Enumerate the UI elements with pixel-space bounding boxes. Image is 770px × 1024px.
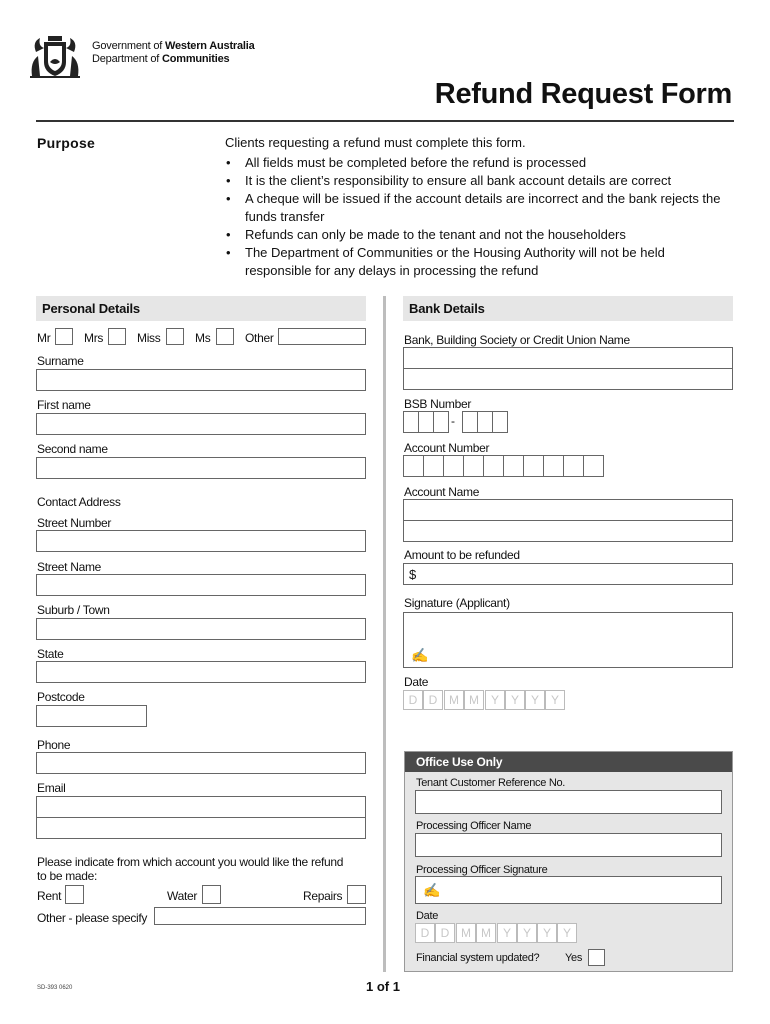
second-name-field[interactable] — [36, 457, 366, 479]
repairs-label: Repairs — [303, 889, 343, 903]
account-name-field-line-1[interactable] — [403, 499, 733, 521]
purpose-bullet: • A cheque will be issued if the account details are incorrect and the bank rejects the funds transfer — [225, 190, 725, 226]
form-code: SD-393 0620 — [37, 985, 73, 991]
postcode-field[interactable] — [36, 705, 147, 727]
phone-field[interactable] — [36, 752, 366, 774]
suburb-field[interactable] — [36, 618, 366, 640]
tenant-ref-label: Tenant Customer Reference No. — [416, 777, 566, 789]
date-cell[interactable]: Y — [505, 690, 525, 710]
other-specify-label: Other - please specify — [37, 911, 148, 925]
bsb-digit-6[interactable] — [492, 411, 508, 433]
signature-pen-icon: ✍ — [423, 882, 441, 898]
officer-signature-field[interactable] — [415, 876, 722, 904]
title-other-field[interactable] — [278, 328, 366, 345]
page-title: Refund Request Form — [434, 78, 732, 110]
date-cell[interactable]: M — [456, 923, 476, 943]
date-cell[interactable]: D — [415, 923, 435, 943]
purpose-bullet: • It is the client’s responsibility to ensure all bank account details are correct — [225, 172, 725, 190]
street-number-label: Street Number — [37, 516, 112, 530]
account-name-label: Account Name — [404, 485, 480, 499]
account-digit[interactable] — [543, 455, 564, 477]
surname-label: Surname — [37, 354, 84, 368]
email-label: Email — [37, 781, 66, 795]
date-cell[interactable]: D — [435, 923, 455, 943]
second-name-label: Second name — [37, 442, 108, 456]
page-number: 1 of 1 — [366, 979, 400, 994]
bank-name-field-line-1[interactable] — [403, 347, 733, 369]
surname-field[interactable] — [36, 369, 366, 391]
bsb-dash: - — [451, 414, 455, 428]
date-label: Date — [404, 675, 429, 689]
date-cell[interactable]: M — [464, 690, 484, 710]
officer-signature-label: Processing Officer Signature — [416, 864, 548, 876]
date-cell[interactable]: Y — [517, 923, 537, 943]
date-cell[interactable]: Y — [537, 923, 557, 943]
date-cell[interactable]: D — [403, 690, 423, 710]
bank-name-field-line-2[interactable] — [403, 368, 733, 390]
account-digit[interactable] — [443, 455, 464, 477]
title-rule — [36, 120, 734, 122]
purpose-bullets — [225, 154, 725, 280]
purpose-bullet: • All fields must be completed before the refund is processed — [225, 154, 725, 172]
date-cell[interactable]: D — [423, 690, 443, 710]
account-digit[interactable] — [583, 455, 604, 477]
repairs-checkbox[interactable] — [347, 885, 366, 904]
date-cell[interactable]: M — [444, 690, 464, 710]
first-name-field[interactable] — [36, 413, 366, 435]
title-other-label: Other — [245, 331, 274, 345]
rent-checkbox[interactable] — [65, 885, 84, 904]
signature-label: Signature (Applicant) — [404, 596, 510, 610]
account-digit[interactable] — [463, 455, 484, 477]
bsb-digit-5[interactable] — [477, 411, 493, 433]
office-date-label: Date — [416, 910, 439, 922]
column-divider — [383, 296, 386, 972]
account-digit[interactable] — [503, 455, 524, 477]
date-cell[interactable]: Y — [545, 690, 565, 710]
contact-address-label: Contact Address — [37, 495, 121, 509]
bank-details-heading: Bank Details — [403, 296, 733, 321]
signature-field[interactable] — [403, 612, 733, 668]
title-mrs-label: Mrs — [84, 331, 104, 345]
date-cell[interactable]: Y — [485, 690, 505, 710]
water-label: Water — [167, 889, 198, 903]
street-name-field[interactable] — [36, 574, 366, 596]
purpose-intro: Clients requesting a refund must complete this form. — [225, 135, 526, 150]
first-name-label: First name — [37, 398, 91, 412]
date-cell[interactable]: M — [476, 923, 496, 943]
state-field[interactable] — [36, 661, 366, 683]
yes-label: Yes — [565, 952, 583, 964]
officer-name-field[interactable] — [415, 833, 722, 857]
title-mr-label: Mr — [37, 331, 51, 345]
title-miss-checkbox[interactable] — [166, 328, 184, 345]
title-ms-checkbox[interactable] — [216, 328, 234, 345]
date-cell[interactable]: Y — [557, 923, 577, 943]
financial-updated-label: Financial system updated? — [416, 952, 540, 964]
personal-details-heading: Personal Details — [36, 296, 366, 321]
account-digit[interactable] — [523, 455, 544, 477]
bsb-digit-4[interactable] — [462, 411, 478, 433]
financial-updated-checkbox[interactable] — [588, 949, 605, 966]
account-prompt-line-2: to be made: — [37, 869, 98, 883]
rent-label: Rent — [37, 889, 62, 903]
gov-line-1: Government of Western Australia — [92, 40, 255, 52]
street-number-field[interactable] — [36, 530, 366, 552]
title-miss-label: Miss — [137, 331, 161, 345]
amount-field[interactable] — [403, 563, 733, 585]
title-mr-checkbox[interactable] — [55, 328, 73, 345]
currency-symbol: $ — [409, 567, 416, 582]
email-field-line-1[interactable] — [36, 796, 366, 818]
title-ms-label: Ms — [195, 331, 211, 345]
account-prompt-line-1: Please indicate from which account you would like the refund — [37, 855, 344, 869]
purpose-heading: Purpose — [37, 135, 96, 151]
purpose-bullet: • Refunds can only be made to the tenant and not the householders — [225, 226, 725, 244]
account-number-label: Account Number — [404, 441, 490, 455]
date-cell[interactable]: Y — [497, 923, 517, 943]
account-name-field-line-2[interactable] — [403, 520, 733, 542]
tenant-ref-field[interactable] — [415, 790, 722, 814]
officer-name-label: Processing Officer Name — [416, 820, 532, 832]
other-specify-field[interactable] — [154, 907, 366, 925]
bank-name-label: Bank, Building Society or Credit Union Name — [404, 333, 630, 347]
street-name-label: Street Name — [37, 560, 102, 574]
amount-label: Amount to be refunded — [404, 548, 520, 562]
bsb-digit-2[interactable] — [418, 411, 434, 433]
postcode-label: Postcode — [37, 690, 85, 704]
account-digit[interactable] — [403, 455, 424, 477]
office-use-panel — [404, 751, 733, 972]
gov-line-2: Department of Communities — [92, 53, 230, 65]
account-digit[interactable] — [563, 455, 584, 477]
title-mrs-checkbox[interactable] — [108, 328, 126, 345]
suburb-label: Suburb / Town — [37, 603, 110, 617]
bsb-digit-1[interactable] — [403, 411, 419, 433]
email-field-line-2[interactable] — [36, 817, 366, 839]
office-use-heading: Office Use Only — [405, 752, 732, 772]
purpose-bullet: • The Department of Communities or the Housing Authority will not be held responsible for any delays in processing the refund — [225, 244, 725, 280]
bsb-label: BSB Number — [404, 397, 472, 411]
account-digit[interactable] — [483, 455, 504, 477]
water-checkbox[interactable] — [202, 885, 221, 904]
date-cell[interactable]: Y — [525, 690, 545, 710]
signature-pen-icon: ✍ — [411, 647, 429, 663]
state-label: State — [37, 647, 64, 661]
phone-label: Phone — [37, 738, 71, 752]
account-digit[interactable] — [423, 455, 444, 477]
wa-crest-icon — [26, 32, 84, 80]
bsb-digit-3[interactable] — [433, 411, 449, 433]
